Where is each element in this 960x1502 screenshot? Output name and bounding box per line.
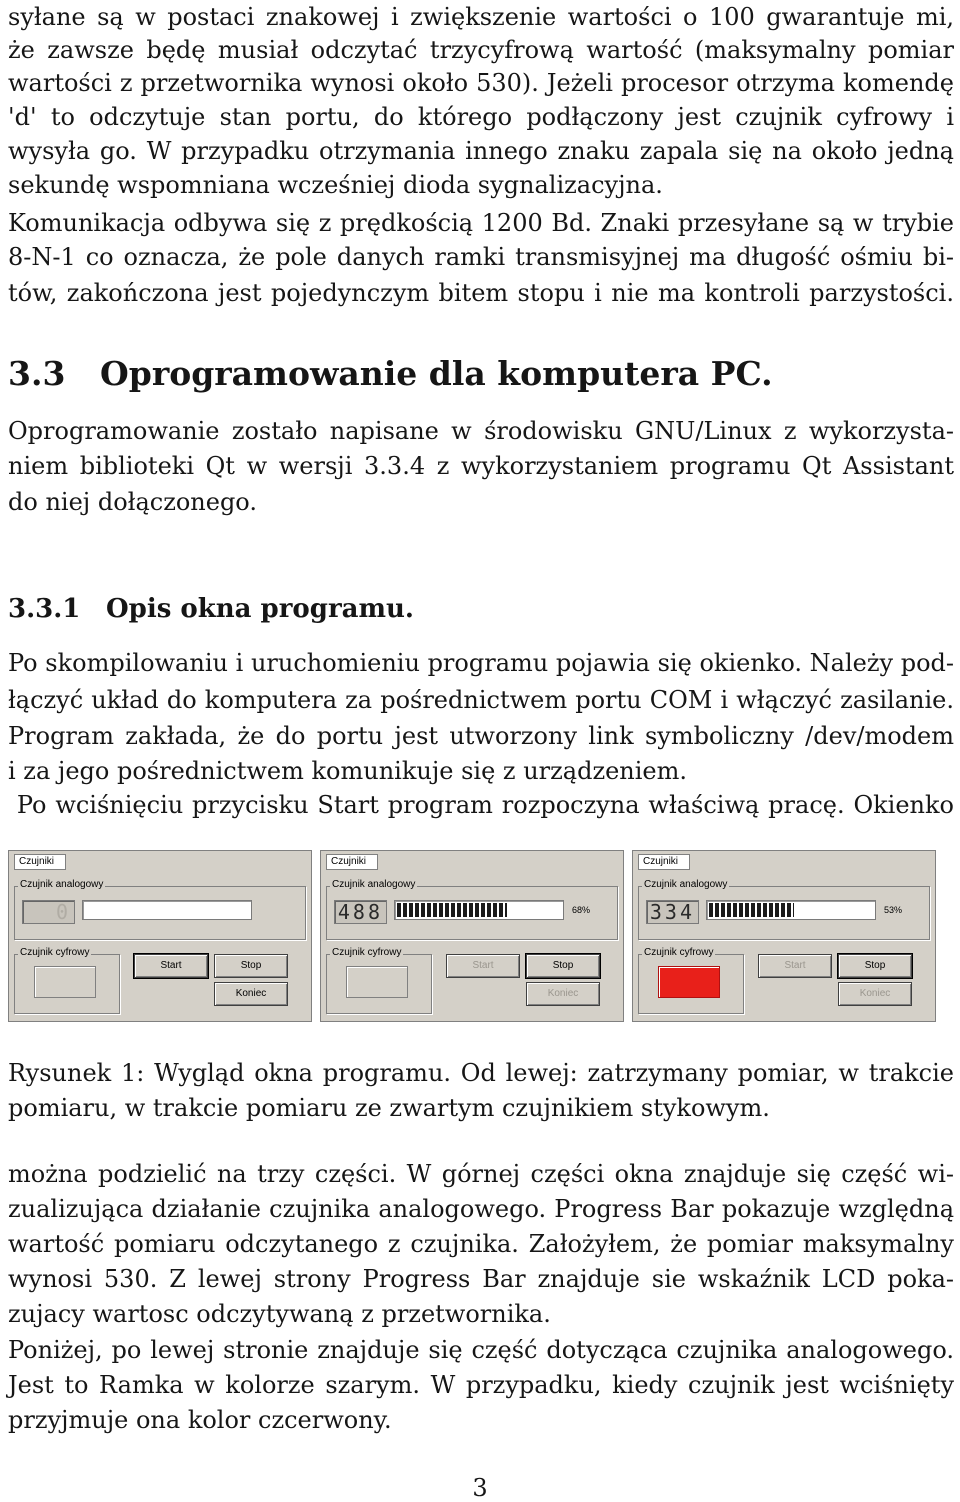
text-line: 8-N-1 co oznacza, że pole danych ramki transmisyjnej ma długość ośmiu bi- [8,243,954,271]
figure-caption-line: pomiaru, w trakcie pomiaru ze zwartym czujnikiem stykowym. [8,1094,770,1122]
text-line: wartości z przetwornika wynosi około 530). Jeżeli procesor otrzyma komendę [8,69,954,97]
program-window-screenshot [8,850,312,1022]
text-line: do niej dołączonego. [8,488,257,516]
text-line: i za jego pośrednictwem komunikuje się z urządzeniem. [8,757,688,785]
text-line: Oprogramowanie zostało napisane w środowisku GNU/Linux z wykorzysta- [8,417,954,445]
progress-bar-fill [397,903,507,917]
program-window-screenshot [320,850,624,1022]
window-title: Czujniki [14,854,66,870]
subsection-heading [8,590,414,628]
text-line: Po skompilowaniu i uruchomieniu programu pojawia się okienko. Należy pod- [8,649,954,677]
digital-sensor-label: Czujnik cyfrowy [332,947,402,958]
text-line: 'd' to odczytuje stan portu, do którego podłączony jest czujnik cyfrowy i [8,103,954,131]
section-heading [8,352,773,396]
page-number: 3 [472,1474,488,1502]
digital-sensor-label: Czujnik cyfrowy [644,947,714,958]
subsection-title: Opis okna programu. [106,594,414,624]
progress-percent: 53% [884,905,903,915]
window-title: Czujniki [326,854,378,870]
lcd-display: 488 [334,900,387,924]
text-line: tów, zakończona jest pojedynczym bitem stopu i nie ma kontroli parzystości. [8,279,954,307]
lcd-display: 0 [22,900,75,924]
window-title: Czujniki [638,854,690,870]
stop-button[interactable]: Stop [526,954,600,978]
text-line: Po wciśnięciu przycisku Start program rozpoczyna właściwą pracę. Okienko [8,791,954,819]
sensor-frame [658,966,720,998]
text-line: łączyć układ do komputera za pośrednictwem portu COM i włączyć zasilanie. [8,686,954,714]
digital-sensor-label: Czujnik cyfrowy [20,947,90,958]
start-button[interactable]: Start [758,954,832,978]
text-line: wynosi 530. Z lewej strony Progress Bar znajduje sie wskaźnik LCD poka- [8,1265,954,1293]
progress-bar [706,900,876,920]
text-line: niem biblioteki Qt w wersji 3.3.4 z wykorzystaniem programu Qt Assistant [8,452,954,480]
text-line: zualizująca działanie czujnika analogowego. Progress Bar pokazuje względną [8,1195,954,1223]
text-line: syłane są w postaci znakowej i zwiększenie wartości o 100 gwarantuje mi, [8,3,954,31]
text-line: sekundę wspomniana wcześniej dioda sygnalizacyjna. [8,171,663,199]
quit-button[interactable]: Koniec [838,982,912,1006]
section-number: 3.3 [8,354,66,393]
progress-bar [82,900,252,920]
figure-caption-line: Rysunek 1: Wygląd okna programu. Od lewej: zatrzymany pomiar, w trakcie [8,1059,954,1087]
progress-percent: 68% [572,905,591,915]
progress-bar [394,900,564,920]
sensor-frame [34,966,96,998]
stop-button[interactable]: Stop [214,954,288,978]
quit-button[interactable]: Koniec [214,982,288,1006]
analog-sensor-label: Czujnik analogowy [644,879,728,890]
start-button[interactable]: Start [134,954,208,978]
analog-sensor-label: Czujnik analogowy [332,879,416,890]
text-line: Program zakłada, że do portu jest utworzony link symboliczny /dev/modem [8,722,954,750]
quit-button[interactable]: Koniec [526,982,600,1006]
text-line: Poniżej, po lewej stronie znajduje się część dotycząca czujnika analogowego. [8,1336,954,1364]
text-line: Komunikacja odbywa się z prędkością 1200 Bd. Znaki przesyłane są w trybie [8,209,954,237]
lcd-display: 334 [646,900,699,924]
stop-button[interactable]: Stop [838,954,912,978]
text-line: można podzielić na trzy części. W górnej części okna znajduje się część wi- [8,1160,954,1188]
text-line: przyjmuje ona kolor czcerwony. [8,1406,392,1434]
text-line: Jest to Ramka w kolorze szarym. W przypadku, kiedy czujnik jest wciśnięty [8,1371,954,1399]
subsection-number: 3.3.1 [8,594,81,624]
text-line: wartość pomiaru odczytanego z czujnika. Założyłem, że pomiar maksymalny [8,1230,954,1258]
text-line: zujacy wartosc odczytywaną z przetwornika. [8,1300,551,1328]
start-button[interactable]: Start [446,954,520,978]
sensor-frame [346,966,408,998]
text-line: wysyła go. W przypadku otrzymania innego znaku zapala się na około jedną [8,137,954,165]
text-line: że zawsze będę musiał odczytać trzycyfrową wartość (maksymalny pomiar [8,36,954,64]
analog-sensor-label: Czujnik analogowy [20,879,104,890]
progress-bar-fill [709,903,794,917]
program-window-screenshot [632,850,936,1022]
section-title: Oprogramowanie dla komputera PC. [100,354,773,393]
